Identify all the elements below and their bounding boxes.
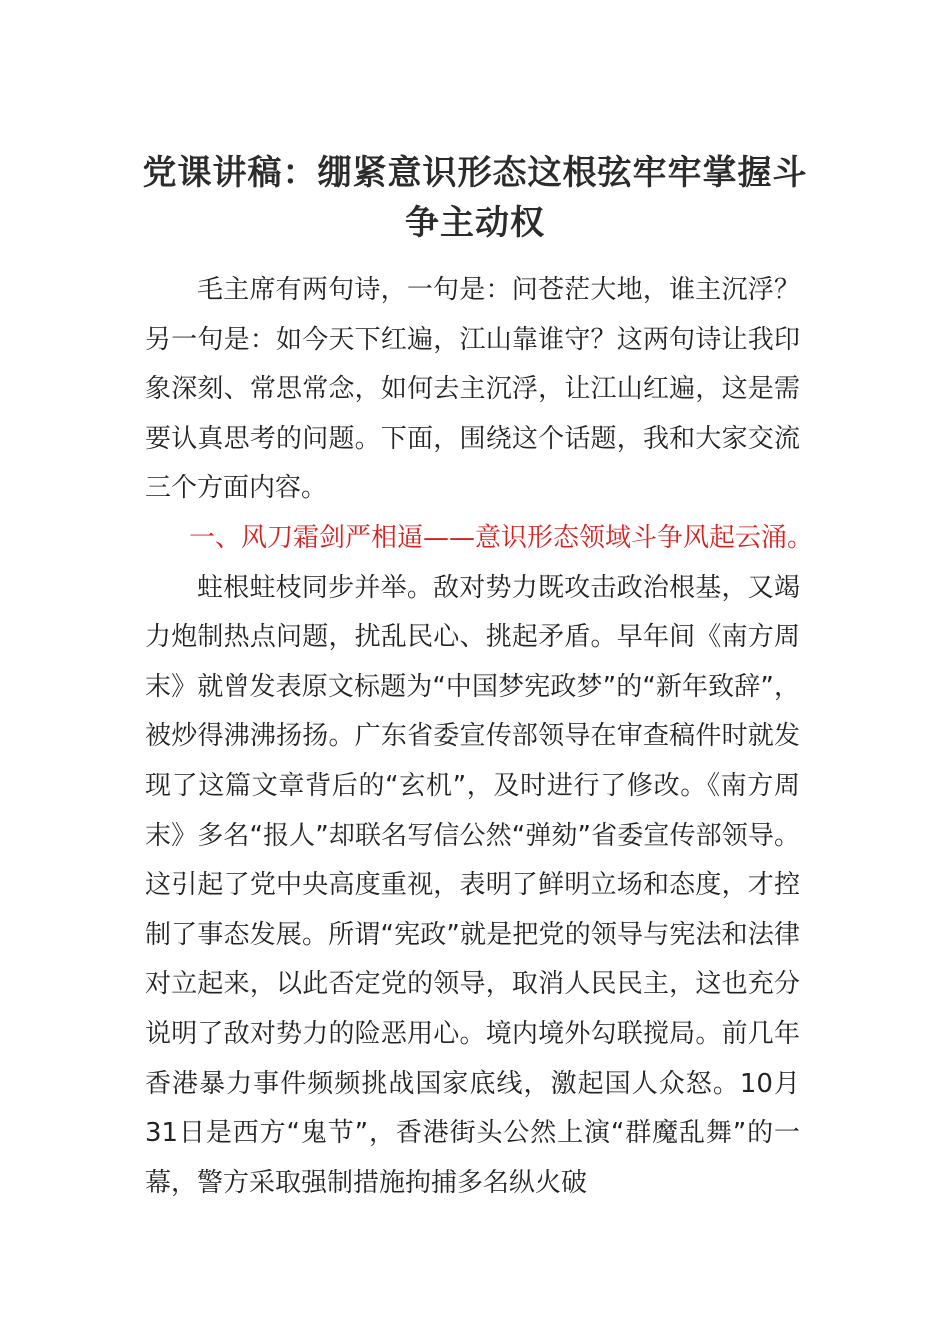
document-body xyxy=(145,266,814,1208)
section-1-heading: 一、风刀霜剑严相逼——意识形态领域斗争风起云涌。 xyxy=(189,522,814,553)
section-1-paragraph: 蛀根蛀枝同步并举。敌对势力既攻击政治根基，又竭力炮制热点问题，扰乱民心、挑起矛盾。早年间《南方周末》就曾发表原文标题为“中国梦宪政梦”的“新年致辞”，被炒得沸沸扬扬。广东省委宣传部领导在审查稿件时就发现了这篇文章背后的“玄机”，及时进行了修改。《南方周末》多名“报人”却联名写信公然“弹劾”省委宣传部领导。这引起了党中央高度重视，表明了鲜明立场和态度，才控制了事态发展。所谓“宪政”就是把党的领导与宪法和法律对立起来，以此否定党的领导，取消人民民主，这也充分说明了敌对势力的险恶用心。境内境外勾联搅局。前几年香港暴力事件频频挑战国家底线，激起国人众怒。10月31日是西方“鬼节”，香港街头公然上演“群魔乱舞”的一幕，警方采取强制措施拘捕多名纵火破 xyxy=(145,572,800,1198)
intro-paragraph: 毛主席有两句诗，一句是：问苍茫大地，谁主沉浮？另一句是：如今天下红遍，江山靠谁守？这两句诗让我印象深刻、常思常念，如何去主沉浮，让江山红遍，这是需要认真思考的问题。下面，围绕这个话题，我和大家交流三个方面内容。 xyxy=(145,275,800,504)
document-title: 党课讲稿：绷紧意识形态这根弦牢牢掌握斗争主动权 xyxy=(142,153,808,243)
